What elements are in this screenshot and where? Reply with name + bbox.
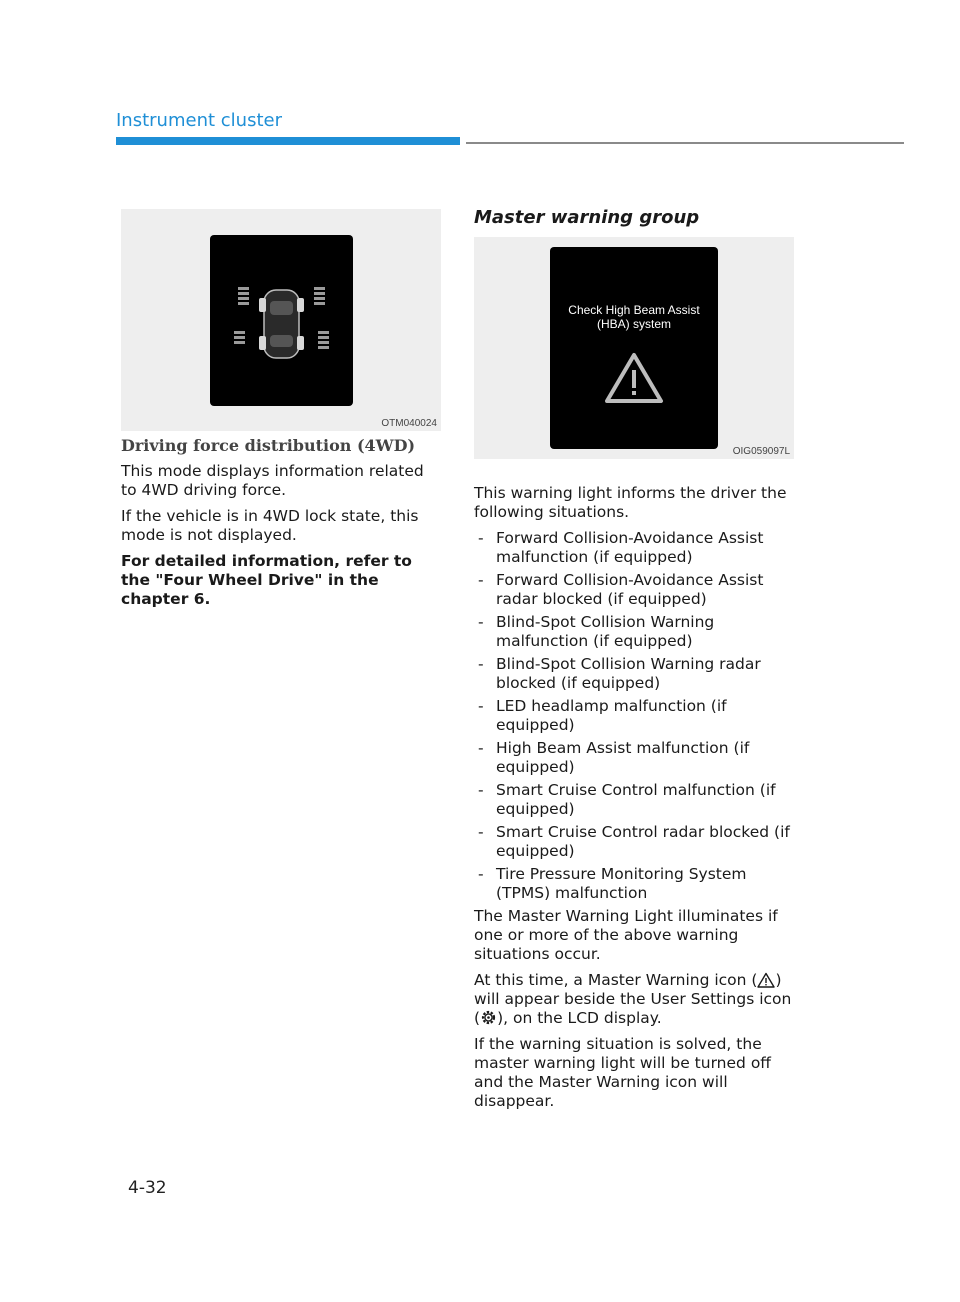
header-rule-accent: [116, 137, 460, 145]
figure-4wd-display: [121, 209, 441, 431]
text-fragment: ) will appear beside the User Settings icon (: [474, 971, 792, 1027]
paragraph: If the vehicle is in 4WD lock state, this mode is not displayed.: [121, 507, 419, 544]
figure-code: OTM040024: [381, 418, 437, 429]
list-item: - Tire Pressure Monitoring System (TPMS) malfunction: [474, 865, 796, 903]
list-item: - Smart Cruise Control malfunction (if equipped): [474, 781, 796, 819]
warning-situations-list: [474, 529, 796, 903]
4wd-distribution-icon: [210, 235, 353, 406]
list-item: - Blind-Spot Collision Warning malfunction (if equipped): [474, 613, 796, 651]
screen-message-line: (HBA) system: [596, 317, 671, 331]
section-heading-master-warning: Master warning group: [474, 207, 700, 228]
lcd-screen: [210, 235, 353, 406]
paragraph: The Master Warning Light illuminates if one or more of the above warning situations occur.: [474, 907, 778, 963]
list-item: - Forward Collision-Avoidance Assist malfunction (if equipped): [474, 529, 796, 567]
right-column: [474, 206, 796, 1118]
screen-message-line: Check High Beam Assist: [568, 303, 700, 317]
list-item: - High Beam Assist malfunction (if equipped): [474, 739, 796, 777]
paragraph: If the warning situation is solved, the master warning light will be turned off and the Master Warning icon will disappear.: [474, 1035, 771, 1110]
left-column: [121, 436, 443, 616]
paragraph-icons: [474, 971, 796, 1028]
master-warning-icon: [757, 972, 775, 988]
header-rule: [466, 142, 904, 144]
paragraph: This warning light informs the driver the following situations.: [474, 484, 787, 521]
header-title: Instrument cluster: [116, 110, 282, 131]
list-item: - Forward Collision-Avoidance Assist radar blocked (if equipped): [474, 571, 796, 609]
section-heading-4wd: Driving force distribution (4WD): [121, 436, 416, 455]
figure-code: OIG059097L: [732, 446, 790, 457]
page-number: 4-32: [128, 1178, 167, 1198]
paragraph: This mode displays information related to 4WD driving force.: [121, 462, 424, 499]
list-item: - Smart Cruise Control radar blocked (if equipped): [474, 823, 796, 861]
text-fragment: ), on the LCD display.: [497, 1009, 662, 1027]
list-item: - Blind-Spot Collision Warning radar blocked (if equipped): [474, 655, 796, 693]
text-fragment: At this time, a Master Warning icon (: [474, 971, 758, 989]
paragraph-reference: For detailed information, refer to the "Four Wheel Drive" in the chapter 6.: [121, 552, 412, 608]
list-item: - LED headlamp malfunction (if equipped): [474, 697, 796, 735]
user-settings-icon: [480, 1009, 497, 1026]
